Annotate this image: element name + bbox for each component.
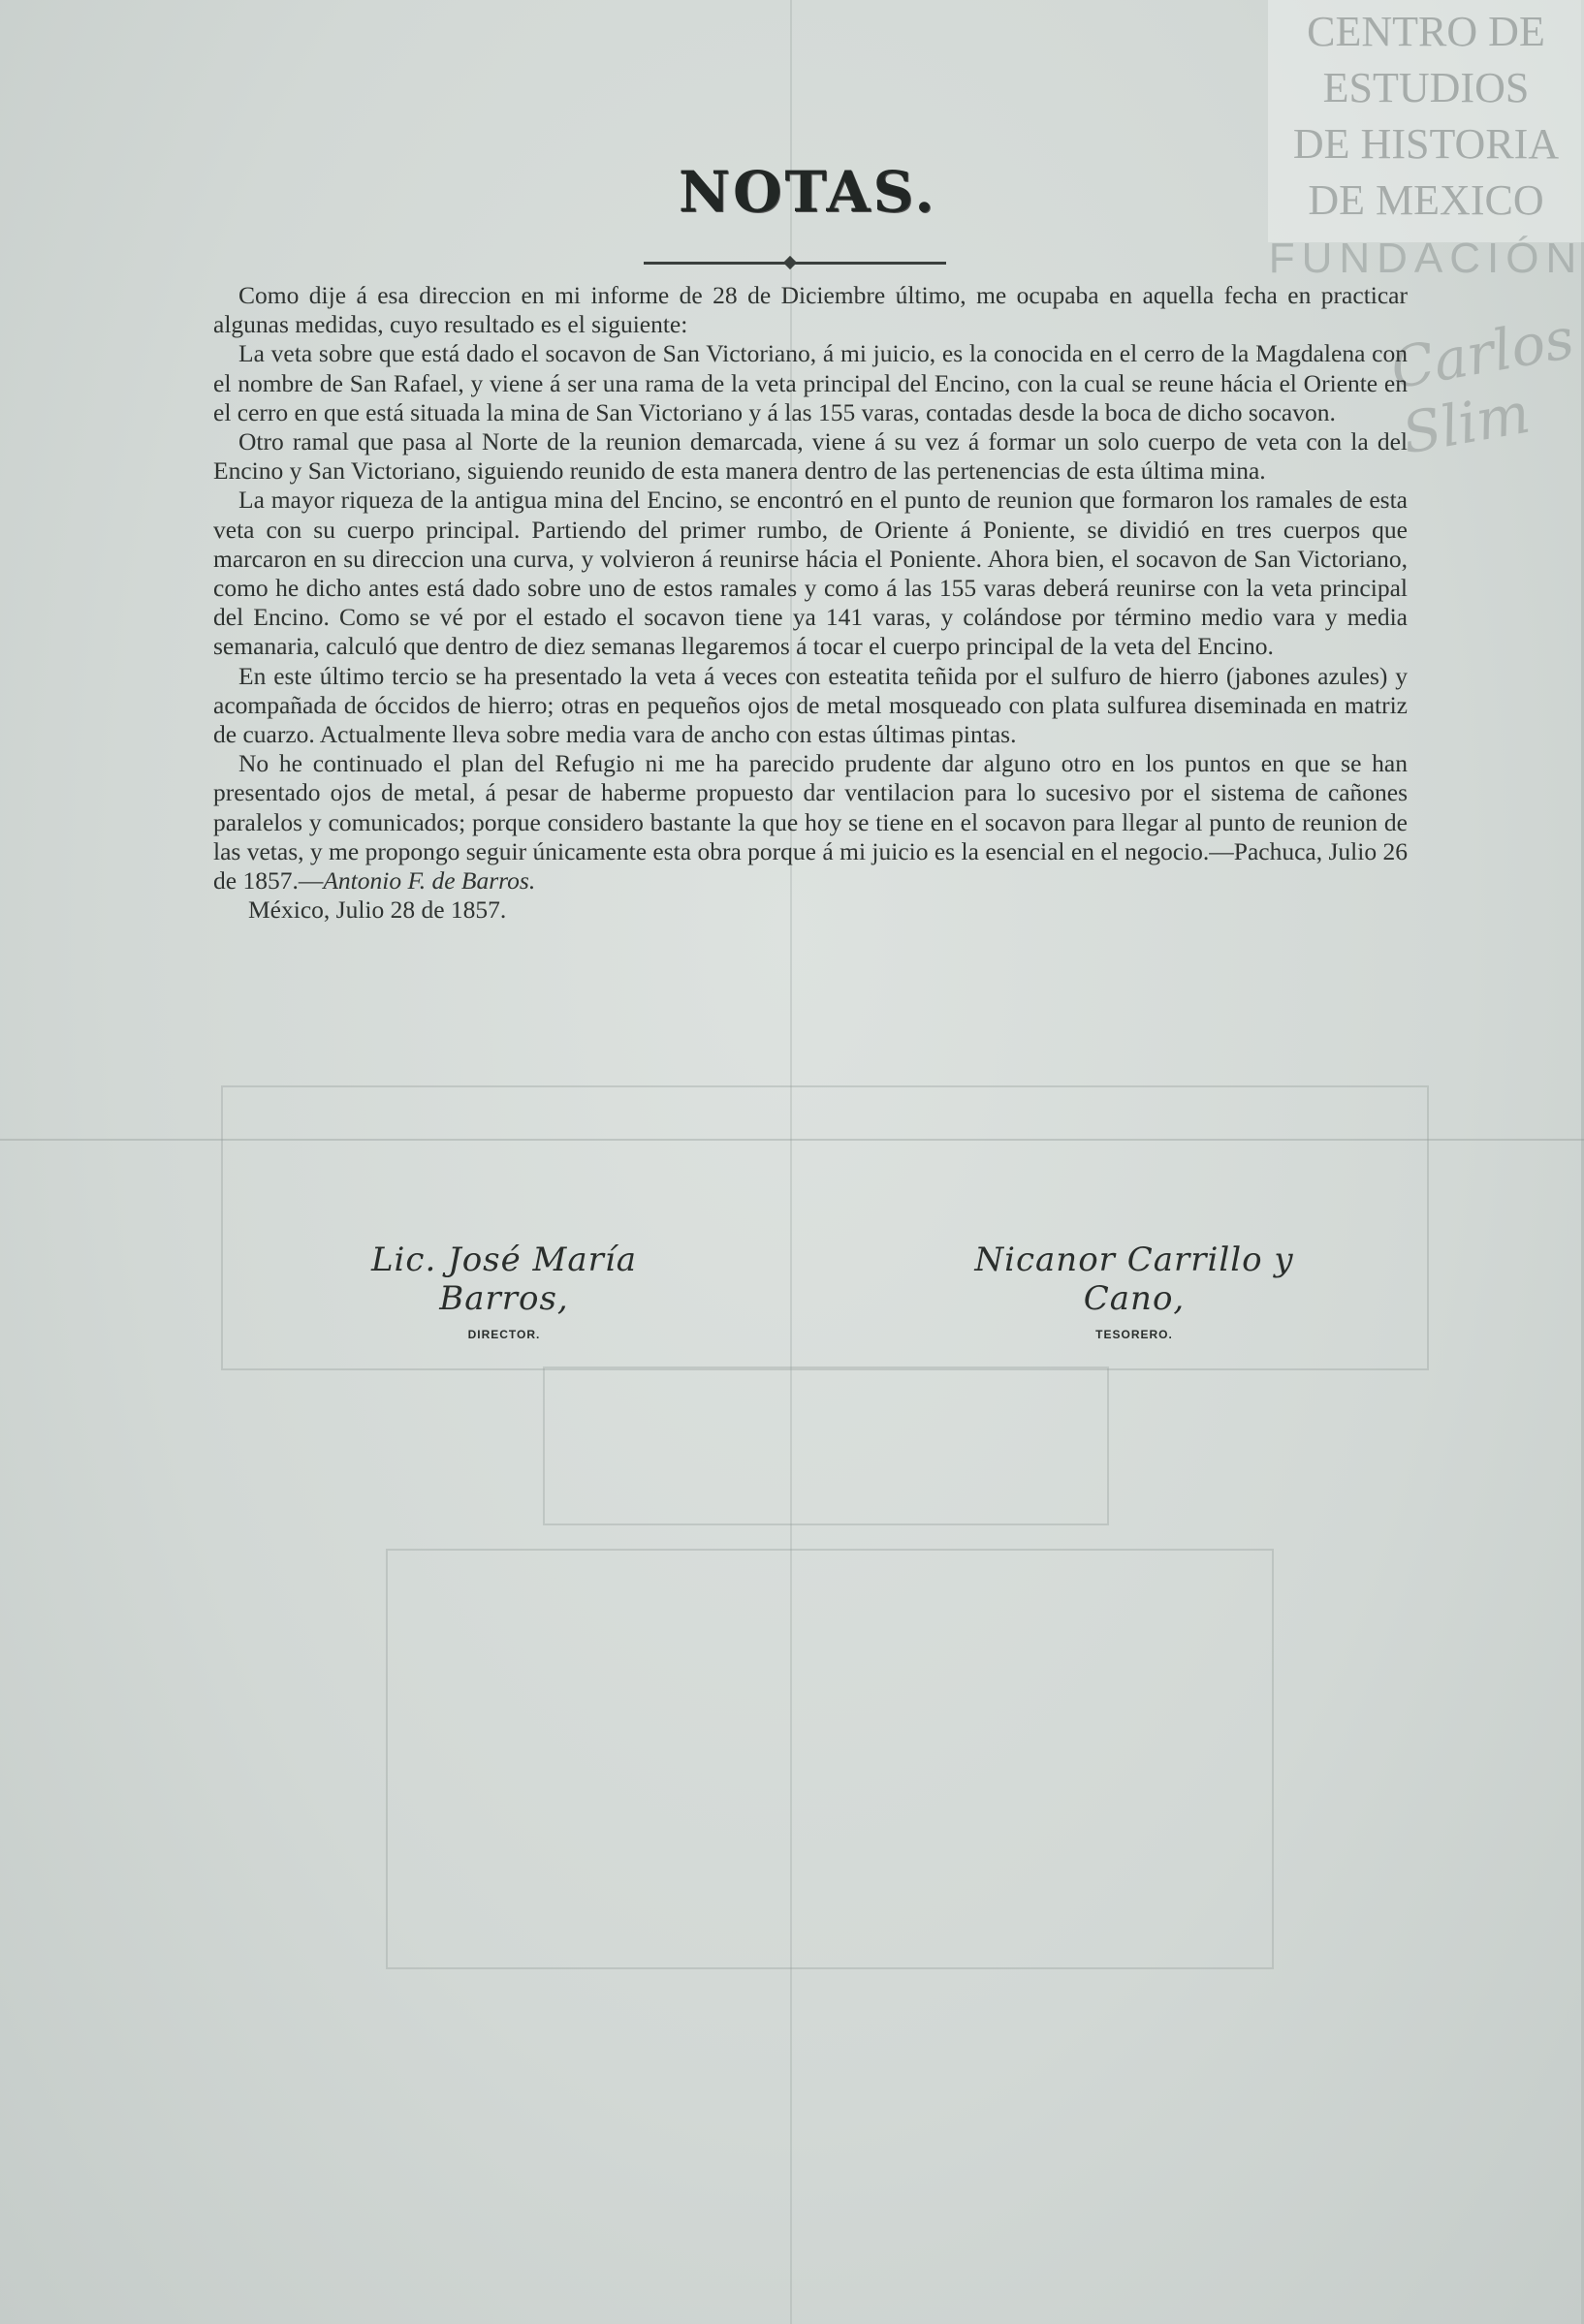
date-line: México, Julio 28 de 1857. <box>248 895 507 925</box>
signature-name: Lic. José María Barros, <box>370 1241 638 1318</box>
watermark-signature: Carlos Slim <box>1385 304 1579 467</box>
watermark-line: CENTRO DE <box>1307 8 1545 55</box>
signature-treasurer <box>950 1241 1318 1341</box>
watermark-line: DE MEXICO <box>1308 176 1544 224</box>
bleed-through-table <box>386 1549 1274 1969</box>
paragraph: En este último tercio se ha presentado la veta á veces con esteatita teñida por el sulfuro de hierro (jabones azules) y acompañada de óccidos de hierro; otras en pequeños ojos de metal mosqueado con plata sulfurea diseminada en matriz de cuarzo. Actualmente lleva sobre media vara de ancho con estas últimas pintas. <box>213 661 1408 749</box>
paragraph: La mayor riqueza de la antigua mina del Encino, se encontró en el punto de reunion que formaron los ramales de esta veta con su cuerpo principal. Partiendo del primer rumbo, de Oriente á Poniente, se dividió en tres cuerpos que marcaron en su direccion una curva, y volvieron á reunirse hácia el Poniente. Ahora bien, el socavon de San Victoriano, como he dicho antes está dado sobre uno de estos ramales y como á las 155 varas deberá reunirse con la veta principal del Encino. Como se vé por el estado el socavon tiene ya 141 varas, y colándose por término medio vara y media semanaria, calculó que dentro de diez semanas llegaremos á tocar el cuerpo principal de la veta del Encino. <box>213 486 1408 661</box>
paragraph-text: No he continuado el plan del Refugio ni me ha parecido prudente dar alguno otro en los puntos en que se han presentado ojos de metal, á pesar de haberme propuesto dar ventilacion para lo sucesivo por el sistema de cañones paralelos y comunicados; porque considero bastante la que hoy se tiene en el socavon para llegar al punto de reunion de las vetas, y me propongo seguir únicamente esta obra porque á mi juicio es la esencial en el negocio.—Pachuca, Julio 26 de 1857.— <box>213 749 1408 895</box>
bleed-through-table <box>543 1366 1109 1525</box>
paragraph: Otro ramal que pasa al Norte de la reunion demarcada, viene á su vez á formar un solo cuerpo de veta con la del Encino y San Victoriano, siguiendo reunido de esta manera dentro de las pertenencias de esta última mina. <box>213 427 1408 486</box>
watermark-line: ESTUDIOS <box>1322 64 1530 111</box>
archive-watermark <box>1268 0 1584 282</box>
page-title: NOTAS. <box>679 159 937 225</box>
title-ornament-rule <box>644 262 946 265</box>
watermark-line: DE HISTORIA <box>1292 120 1560 168</box>
signature-role: TESORERO. <box>1095 1328 1173 1341</box>
document-body <box>213 281 1408 925</box>
watermark-foundation: FUNDACIÓN <box>1268 235 1584 282</box>
author-name: Antonio F. de Barros. <box>323 866 536 895</box>
signature-director <box>320 1241 688 1341</box>
signature-name: Nicanor Carrillo y Cano, <box>974 1241 1294 1318</box>
signature-role: DIRECTOR. <box>467 1328 541 1341</box>
paragraph: Como dije á esa direccion en mi informe de 28 de Diciembre último, me ocupaba en aquella fecha en practicar algunas medidas, cuyo resultado es el siguiente: <box>213 281 1408 339</box>
paragraph-final <box>213 749 1408 895</box>
paragraph: La veta sobre que está dado el socavon de San Victoriano, á mi juicio, es la conocida en el cerro de la Magdalena con el nombre de San Rafael, y viene á ser una rama de la veta principal del Encino, con la cual se reune hácia el Oriente en el cerro en que está situada la mina de San Victoriano y á las 155 varas, contadas desde la boca de dicho socavon. <box>213 339 1408 426</box>
